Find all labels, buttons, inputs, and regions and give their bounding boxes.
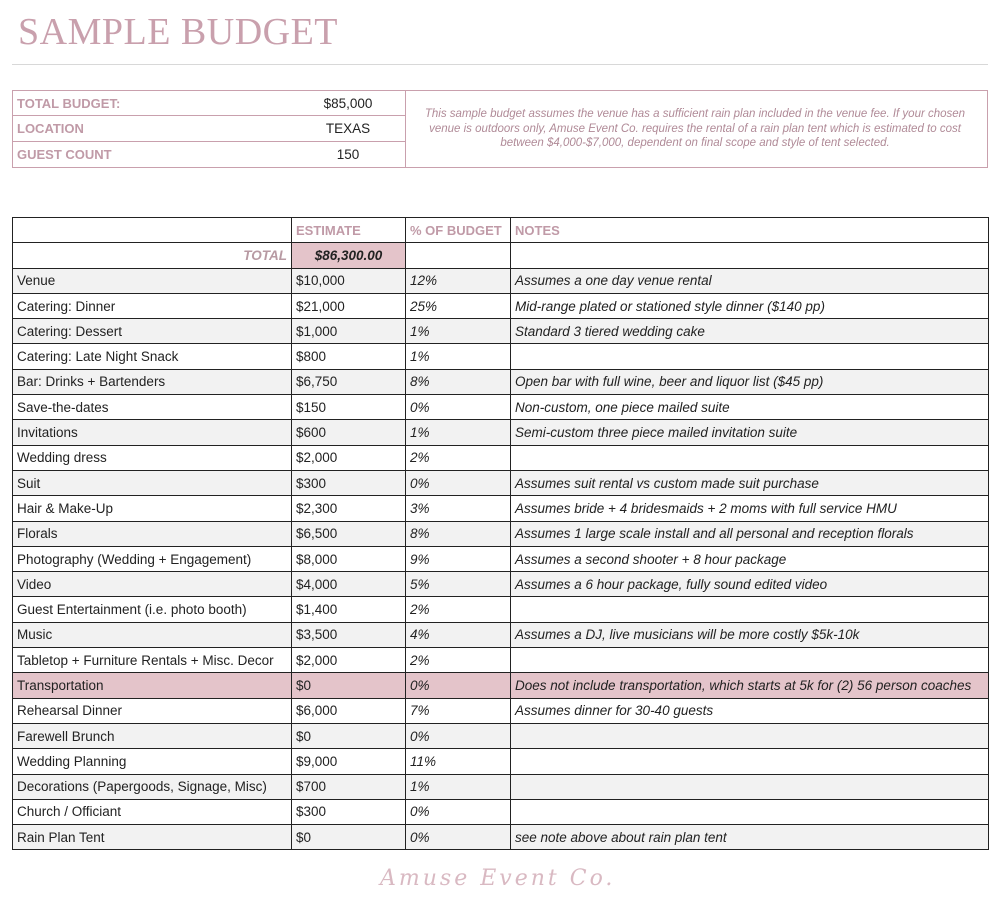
- line-item: Photography (Wedding + Engagement): [13, 546, 292, 571]
- budget-table: [12, 217, 989, 850]
- summary-label: TOTAL BUDGET:: [17, 96, 121, 111]
- line-item: Invitations: [13, 420, 292, 445]
- estimate-cell: $4,000: [292, 572, 406, 597]
- percent-cell: 0%: [406, 673, 511, 698]
- line-item: Save-the-dates: [13, 395, 292, 420]
- line-item: Rain Plan Tent: [13, 825, 292, 850]
- table-row: [13, 420, 989, 445]
- summary-row-location: [13, 116, 405, 141]
- note-cell: Assumes bride + 4 bridesmaids + 2 moms with full service HMU: [511, 496, 989, 521]
- percent-cell: 1%: [406, 344, 511, 369]
- percent-cell: 1%: [406, 420, 511, 445]
- note-cell: Assumes 1 large scale install and all personal and reception florals: [511, 521, 989, 546]
- table-row: [13, 648, 989, 673]
- percent-cell: 5%: [406, 572, 511, 597]
- estimate-cell: $600: [292, 420, 406, 445]
- note-cell: Mid-range plated or stationed style dinner ($140 pp): [511, 293, 989, 318]
- table-row: [13, 293, 989, 318]
- line-item: Catering: Dessert: [13, 319, 292, 344]
- table-row: [13, 369, 989, 394]
- line-item: Video: [13, 572, 292, 597]
- estimate-cell: $2,300: [292, 496, 406, 521]
- note-cell: Assumes suit rental vs custom made suit purchase: [511, 470, 989, 495]
- table-row: [13, 445, 989, 470]
- estimate-cell: $3,500: [292, 622, 406, 647]
- note-cell: Open bar with full wine, beer and liquor list ($45 pp): [511, 369, 989, 394]
- title-divider: [12, 64, 988, 65]
- note-cell: [511, 774, 989, 799]
- table-row: [13, 673, 989, 698]
- total-value: $86,300.00: [292, 243, 406, 268]
- line-item: Catering: Late Night Snack: [13, 344, 292, 369]
- table-row: [13, 774, 989, 799]
- estimate-cell: $6,500: [292, 521, 406, 546]
- line-item: Rehearsal Dinner: [13, 698, 292, 723]
- percent-cell: 25%: [406, 293, 511, 318]
- line-item: Guest Entertainment (i.e. photo booth): [13, 597, 292, 622]
- header-item: [13, 218, 292, 243]
- estimate-cell: $2,000: [292, 445, 406, 470]
- percent-cell: 11%: [406, 749, 511, 774]
- estimate-cell: $6,750: [292, 369, 406, 394]
- percent-cell: 9%: [406, 546, 511, 571]
- budget-rows: [13, 243, 989, 850]
- budget-summary: [12, 90, 988, 168]
- line-item: Bar: Drinks + Bartenders: [13, 369, 292, 394]
- note-cell: Assumes dinner for 30-40 guests: [511, 698, 989, 723]
- estimate-cell: $700: [292, 774, 406, 799]
- percent-cell: 0%: [406, 470, 511, 495]
- percent-cell: 8%: [406, 521, 511, 546]
- summary-row-guest-count: [13, 142, 405, 167]
- line-item: Hair & Make-Up: [13, 496, 292, 521]
- line-item: Transportation: [13, 673, 292, 698]
- table-row: [13, 597, 989, 622]
- estimate-cell: $2,000: [292, 648, 406, 673]
- percent-cell: 3%: [406, 496, 511, 521]
- percent-cell: 4%: [406, 622, 511, 647]
- line-item: Tabletop + Furniture Rentals + Misc. Decor: [13, 648, 292, 673]
- table-row: [13, 319, 989, 344]
- estimate-cell: $21,000: [292, 293, 406, 318]
- estimate-cell: $1,400: [292, 597, 406, 622]
- table-row: [13, 344, 989, 369]
- header-notes: NOTES: [511, 218, 989, 243]
- summary-row-total-budget: [13, 91, 405, 116]
- table-row: [13, 698, 989, 723]
- summary-rows: [13, 91, 406, 167]
- header-percent: % OF BUDGET: [406, 218, 511, 243]
- table-row: [13, 395, 989, 420]
- line-item: Catering: Dinner: [13, 293, 292, 318]
- summary-label: LOCATION: [17, 121, 84, 137]
- summary-value: $85,000: [323, 96, 373, 111]
- note-cell: [511, 723, 989, 748]
- note-cell: [511, 597, 989, 622]
- line-item: Wedding dress: [13, 445, 292, 470]
- estimate-cell: $1,000: [292, 319, 406, 344]
- line-item: Church / Officiant: [13, 799, 292, 824]
- estimate-cell: $800: [292, 344, 406, 369]
- percent-cell: 1%: [406, 774, 511, 799]
- line-item: Music: [13, 622, 292, 647]
- table-header-row: [13, 218, 989, 243]
- total-percent: [406, 243, 511, 268]
- line-item: Florals: [13, 521, 292, 546]
- estimate-cell: $9,000: [292, 749, 406, 774]
- percent-cell: 1%: [406, 319, 511, 344]
- line-item: Wedding Planning: [13, 749, 292, 774]
- note-cell: [511, 344, 989, 369]
- table-row: [13, 470, 989, 495]
- percent-cell: 7%: [406, 698, 511, 723]
- summary-label: GUEST COUNT: [17, 146, 112, 162]
- percent-cell: 0%: [406, 825, 511, 850]
- line-item: Venue: [13, 268, 292, 293]
- rain-plan-note: This sample budget assumes the venue has a sufficient rain plan included in the venue fee. If your chosen venue is outdoors only, Amuse Event Co. requires the rental of a rain plan tent which is estimated to cost between $4,000-$7,000, dependent on final scope and style of tent selected.: [424, 108, 966, 149]
- note-cell: see note above about rain plan tent: [511, 825, 989, 850]
- table-row: [13, 723, 989, 748]
- note-cell: Standard 3 tiered wedding cake: [511, 319, 989, 344]
- note-cell: Non-custom, one piece mailed suite: [511, 395, 989, 420]
- percent-cell: 0%: [406, 723, 511, 748]
- estimate-cell: $150: [292, 395, 406, 420]
- table-row: [13, 268, 989, 293]
- table-row: [13, 622, 989, 647]
- summary-value: TEXAS: [325, 121, 371, 137]
- note-cell: Assumes a second shooter + 8 hour package: [511, 546, 989, 571]
- estimate-cell: $0: [292, 673, 406, 698]
- line-item: Farewell Brunch: [13, 723, 292, 748]
- note-cell: [511, 445, 989, 470]
- total-row: [13, 243, 989, 268]
- line-item: Suit: [13, 470, 292, 495]
- percent-cell: 2%: [406, 445, 511, 470]
- estimate-cell: $10,000: [292, 268, 406, 293]
- estimate-cell: $300: [292, 799, 406, 824]
- table-row: [13, 546, 989, 571]
- percent-cell: 2%: [406, 648, 511, 673]
- table-row: [13, 572, 989, 597]
- note-cell: Assumes a 6 hour package, fully sound edited video: [511, 572, 989, 597]
- table-row: [13, 496, 989, 521]
- estimate-cell: $6,000: [292, 698, 406, 723]
- percent-cell: 2%: [406, 597, 511, 622]
- estimate-cell: $8,000: [292, 546, 406, 571]
- note-cell: [511, 648, 989, 673]
- note-cell: [511, 749, 989, 774]
- line-item: Decorations (Papergoods, Signage, Misc): [13, 774, 292, 799]
- note-cell: [511, 799, 989, 824]
- table-row: [13, 749, 989, 774]
- note-cell: Semi-custom three piece mailed invitation suite: [511, 420, 989, 445]
- percent-cell: 0%: [406, 799, 511, 824]
- total-note: [511, 243, 989, 268]
- total-label: TOTAL: [13, 243, 292, 268]
- estimate-cell: $300: [292, 470, 406, 495]
- note-cell: Does not include transportation, which starts at 5k for (2) 56 person coaches: [511, 673, 989, 698]
- table-row: [13, 799, 989, 824]
- page-title: SAMPLE BUDGET: [18, 11, 339, 53]
- summary-value: 150: [336, 146, 360, 162]
- percent-cell: 12%: [406, 268, 511, 293]
- note-cell: Assumes a DJ, live musicians will be more costly $5k-10k: [511, 622, 989, 647]
- note-cell: Assumes a one day venue rental: [511, 268, 989, 293]
- amuse-logo: Amuse Event Co.: [380, 866, 616, 891]
- table-row: [13, 825, 989, 850]
- estimate-cell: $0: [292, 825, 406, 850]
- table-row: [13, 521, 989, 546]
- percent-cell: 0%: [406, 395, 511, 420]
- header-estimate: ESTIMATE: [292, 218, 406, 243]
- estimate-cell: $0: [292, 723, 406, 748]
- percent-cell: 8%: [406, 369, 511, 394]
